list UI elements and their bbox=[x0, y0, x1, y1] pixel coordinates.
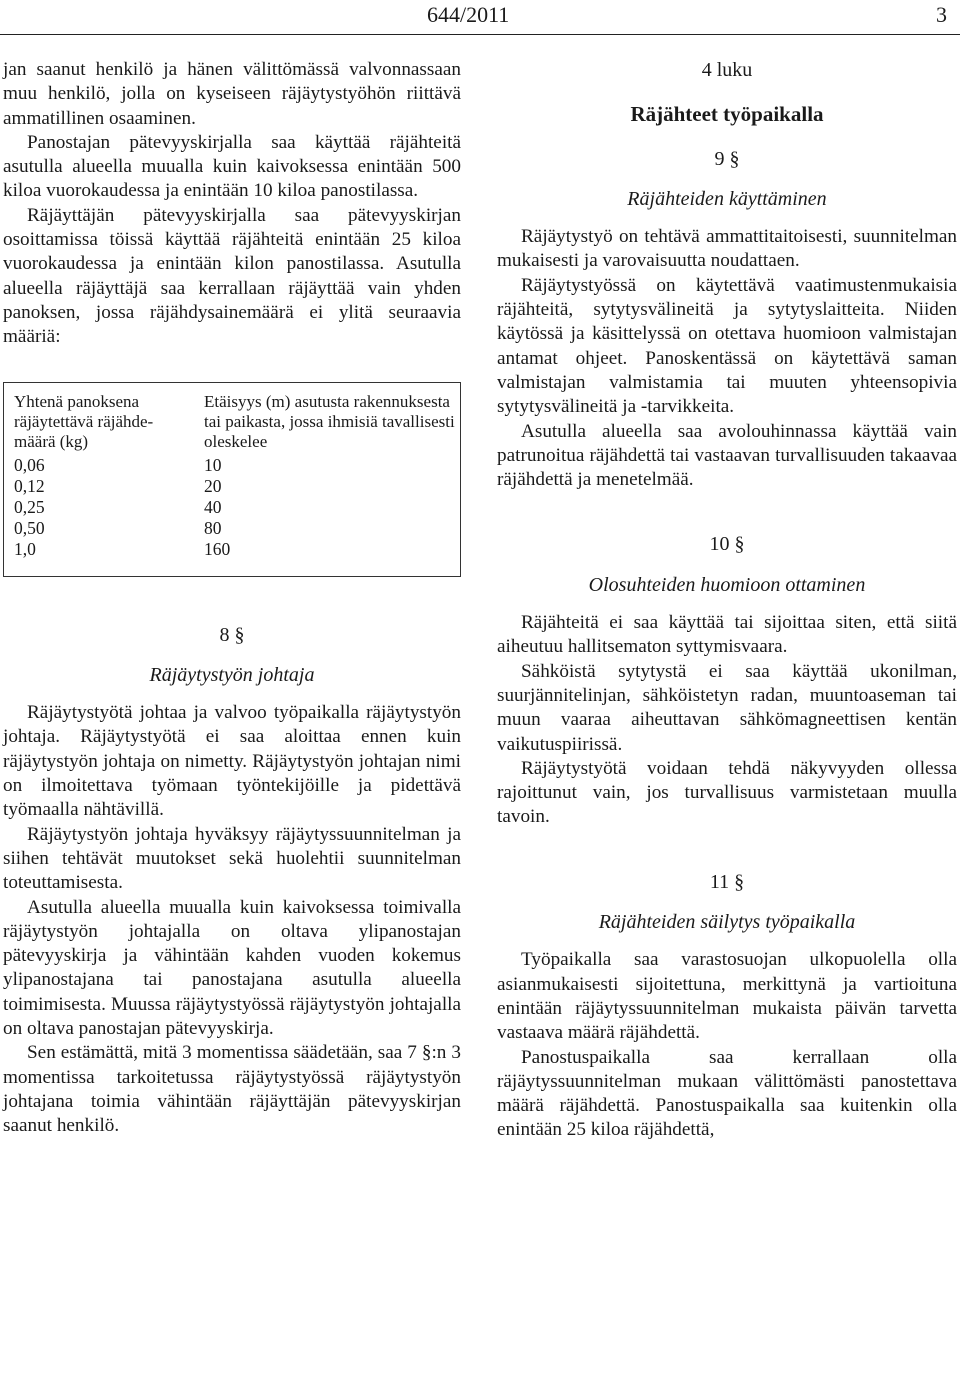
table-cell-amount: 0,12 bbox=[14, 475, 45, 496]
page-number: 3 bbox=[936, 2, 947, 27]
left-column bbox=[3, 58, 461, 1139]
paragraph: Sen estämättä, mitä 3 momentissa säädetään, saa 7 §:n 3 momentissa tarkoitetussa räjäytystyössä räjäytystyön johtajana toimia vähintään räjäyttäjän pätevyyskirjan saanut henkilö. bbox=[3, 1042, 461, 1137]
distance-table bbox=[3, 382, 461, 577]
table-row bbox=[4, 497, 461, 518]
chapter-number: 4 luku bbox=[701, 59, 753, 81]
paragraph: Räjäytystyö on tehtävä ammattitaitoisesti, suunnitelman mukaisesti ja varovaisuutta noudattaen. bbox=[497, 226, 957, 272]
paragraph: Räjäytystyön johtaja hyväksyy räjäytyssuunnitelman ja siihen tehtävät muutokset sekä huolehtii suunnitelman toteuttamisesta. bbox=[3, 823, 461, 894]
table-row bbox=[4, 476, 461, 497]
right-column bbox=[497, 58, 957, 1143]
paragraph: Räjäytystyötä johtaa ja valvoo työpaikalla räjäytystyön johtaja. Räjäytystyötä ei saa aloittaa ennen kuin räjäytystyön johtaja on nimetty. Räjäytystyön johtajan nimi on ilmoitettava työmaan työntekijöille ja pidettävä työmaalla nähtävillä. bbox=[3, 702, 461, 821]
section-number: 9 § bbox=[714, 147, 740, 170]
section-title: Räjähteiden säilytys työpaikalla bbox=[598, 911, 856, 934]
table-cell-amount: 0,06 bbox=[14, 454, 45, 475]
paragraph: Asutulla alueella muualla kuin kaivoksessa toimivalla räjäytystyön johtajalla on oltava ylipanostajan pätevyyskirja ja vähintään kahden vuoden kokemus ylipanostajana tai panostajana asutulla alueella toimimisesta. Muussa räjäytystyössä räjäytystyön johtajalla on oltava panostajan pätevyyskirja. bbox=[3, 896, 461, 1040]
paragraph: jan saanut henkilö ja hänen välittömässä valvonnassaan muu henkilö, jolla on kyseiseen räjäytystyöhön riittävä ammatillinen osaaminen. bbox=[3, 59, 461, 129]
paragraph: Sähköistä sytytystä ei saa käyttää ukonilman, suurjännitelinjan, sähköistetyn radan, muuntoaseman tai muun vaaraa aiheuttavan sähkömagneettisen kentän vaikutuspiirissä. bbox=[497, 660, 957, 755]
table-cell-amount: 0,50 bbox=[14, 517, 45, 538]
table-header-amount: Yhtenä panoksena räjäytettävä räjähde-määrä (kg) bbox=[14, 391, 154, 451]
section-title: Räjähteiden käyttäminen bbox=[627, 187, 827, 210]
paragraph: Asutulla alueella saa avolouhinnassa käyttää vain patrunoitua räjähdettä tai vastaavan turvallisuuden takaavaa räjähdettä ja menetelmää. bbox=[497, 420, 957, 491]
section-number: 10 § bbox=[709, 533, 745, 556]
table-header-row bbox=[4, 382, 461, 455]
paragraph: Panostajan pätevyyskirjalla saa käyttää räjähteitä asutulla alueella muualla kuin kaivoksessa enintään 500 kiloa vuorokaudessa ja enintään 10 kiloa panostilassa. bbox=[3, 131, 461, 202]
table-cell-distance: 80 bbox=[204, 517, 222, 538]
section-title: Olosuhteiden huomioon ottaminen bbox=[588, 573, 866, 596]
table-row bbox=[4, 455, 461, 476]
table-cell-distance: 160 bbox=[204, 538, 231, 559]
table-row bbox=[4, 518, 461, 539]
table-cell-amount: 1,0 bbox=[14, 538, 36, 559]
table-cell-distance: 10 bbox=[204, 454, 222, 475]
paragraph: Panostuspaikalla saa kerrallaan olla räjäytyssuunnitelman mukaan välittömästi panostettava määrä räjähdettä. Panostuspaikalla saa kuitenkin olla enintään 25 kiloa räjähdettä, bbox=[497, 1046, 957, 1141]
section-title: Räjäytystyön johtaja bbox=[149, 663, 315, 686]
table-row bbox=[4, 539, 461, 577]
section-number: 8 § bbox=[219, 623, 245, 646]
chapter-title: Räjähteet työpaikalla bbox=[630, 102, 824, 127]
table-header-distance: Etäisyys (m) asutusta rakennuksesta tai paikasta, jossa ihmisiä tavallisesti oleskelee bbox=[204, 391, 455, 451]
section-number: 11 § bbox=[709, 870, 745, 893]
paragraph: Räjäyttäjän pätevyyskirjalla saa pätevyyskirjan osoittamissa töissä käyttää räjähteitä enintään 25 kiloa vuorokaudessa ja enintään kilon panostilassa. Asutulla alueella räjäyttäjä saa kerrallaan räjäyttää vain yhden panoksen, jossa räjähdysainemäärä ei ylitä seuraavia määriä: bbox=[3, 204, 461, 348]
page-header bbox=[0, 0, 960, 35]
table-cell-distance: 40 bbox=[204, 496, 222, 517]
document-number: 644/2011 bbox=[427, 2, 510, 27]
table-cell-amount: 0,25 bbox=[14, 496, 45, 517]
paragraph: Räjäytystyötä voidaan tehdä näkyvyyden ollessa rajoittunut vain, jos turvallisuus varmistetaan muulla tavoin. bbox=[497, 757, 957, 828]
table-cell-distance: 20 bbox=[204, 475, 222, 496]
paragraph: Räjähteitä ei saa käyttää tai sijoittaa siten, että siitä aiheutuu hallitsematon syttymisvaara. bbox=[497, 612, 957, 658]
paragraph: Räjäytystyössä on käytettävä vaatimustenmukaisia räjähteitä, sytytysvälineitä ja sytytyslaitteita. Niiden käytössä ja käsittelyssä on otettava huomioon valmistajan antamat ohjeet. Panoskentässä on käytettävä saman valmistajan valmistamia tai muuten yhteensopivia sytytysvälineitä ja -tarvikkeita. bbox=[497, 274, 957, 418]
paragraph: Työpaikalla saa varastosuojan ulkopuolella olla asianmukaisesti sijoitettuna, merkittynä ja vartioituna enintään räjäytyssuunnitelman mukaista päivän tarvetta vastaava määrä räjähdettä. bbox=[497, 949, 957, 1044]
